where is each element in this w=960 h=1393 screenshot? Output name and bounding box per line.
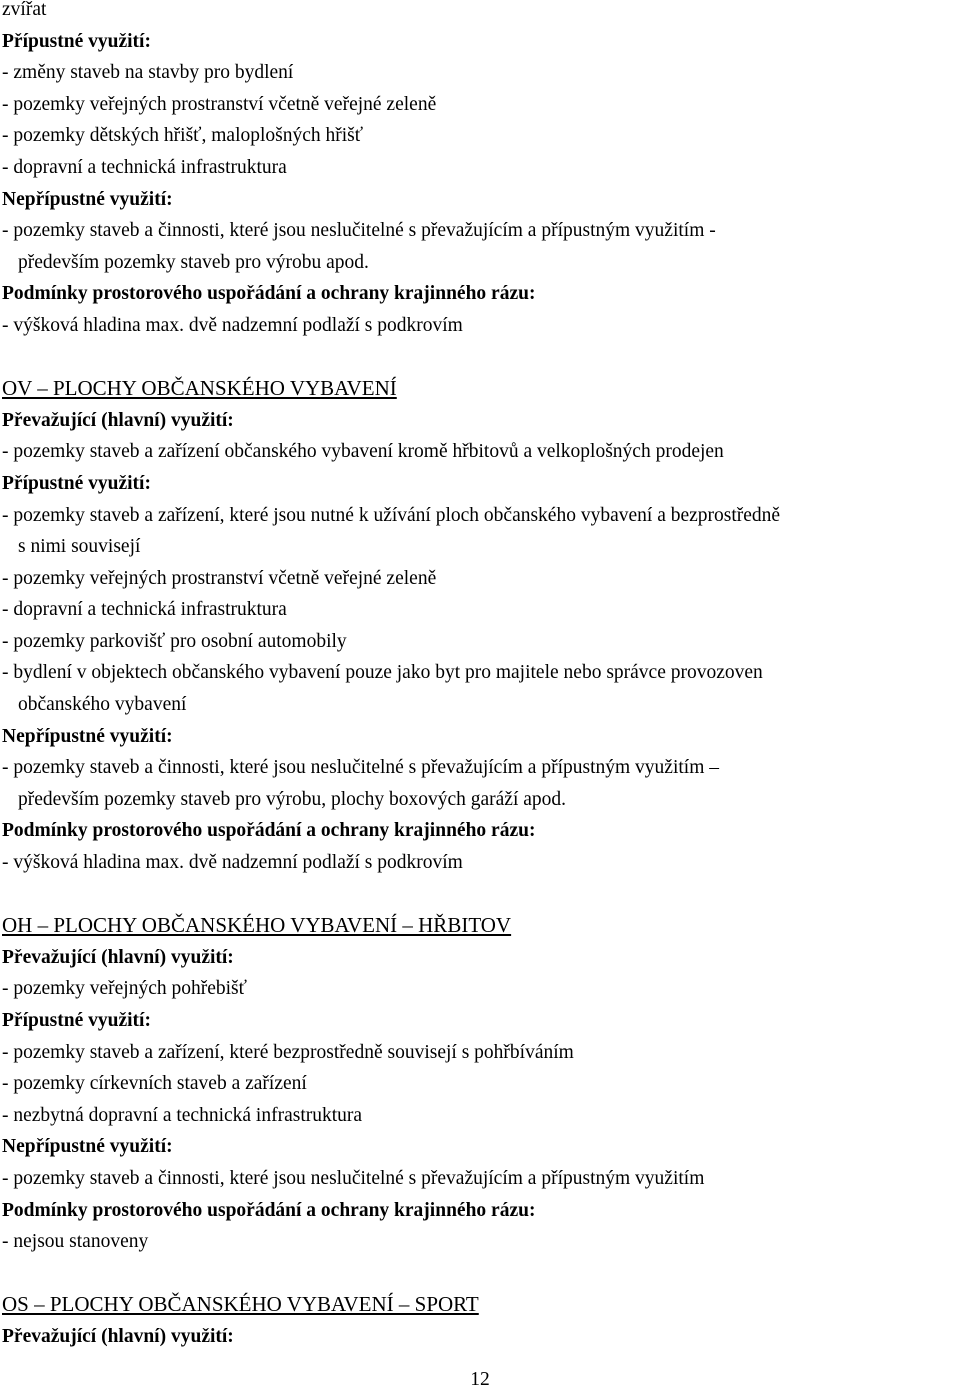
list-item: - výšková hladina max. dvě nadzemní podlaží s podkrovím (2, 852, 463, 874)
list-item: - pozemky veřejných prostranství včetně veřejné zeleně (2, 567, 437, 589)
list-item: - pozemky staveb a činnosti, které jsou neslučitelné s převažujícím a přípustným využitím - (2, 220, 716, 242)
list-item: - pozemky parkovišť pro osobní automobily (2, 630, 347, 652)
list-item: - pozemky staveb a činnosti, které jsou neslučitelné s převažujícím a přípustným využitím (2, 1167, 705, 1189)
section-label: Nepřípustné využití: (2, 725, 173, 747)
section-label: Podmínky prostorového uspořádání a ochrany krajinného rázu: (2, 283, 536, 305)
section-heading: OS – PLOCHY OBČANSKÉHO VYBAVENÍ – SPORT (2, 1292, 479, 1317)
list-item: - dopravní a technická infrastruktura (2, 599, 287, 621)
list-item: - pozemky staveb a činnosti, které jsou neslučitelné s převažujícím a přípustným využitím – (2, 757, 719, 779)
section-label: Převažující (hlavní) využití: (2, 946, 234, 968)
page-number: 12 (470, 1369, 490, 1390)
list-item: - pozemky dětských hřišť, maloplošných hřišť (2, 125, 364, 147)
section-label: Nepřípustné využití: (2, 188, 173, 210)
list-item: - pozemky staveb a zařízení občanského vybavení kromě hřbitovů a velkoplošných prodejen (2, 441, 724, 463)
blank-line (2, 342, 958, 374)
blank-line (2, 879, 958, 911)
section-label: Podmínky prostorového uspořádání a ochrany krajinného rázu: (2, 820, 536, 842)
list-item: - pozemky veřejných prostranství včetně veřejné zeleně (2, 93, 437, 115)
section-label: Přípustné využití: (2, 472, 151, 494)
list-item: - pozemky církevních staveb a zařízení (2, 1073, 307, 1095)
list-item-continuation: občanského vybavení (18, 694, 187, 716)
list-item: - pozemky staveb a zařízení, které bezprostředně souvisejí s pohřbíváním (2, 1041, 574, 1063)
document-page (2, 0, 958, 1353)
list-item: - nejsou stanoveny (2, 1231, 149, 1253)
section-label: Podmínky prostorového uspořádání a ochrany krajinného rázu: (2, 1199, 536, 1221)
section-label: Nepřípustné využití: (2, 1136, 173, 1158)
list-item: - pozemky veřejných pohřebišť (2, 978, 247, 1000)
section-label: Převažující (hlavní) využití: (2, 409, 234, 431)
list-item-continuation: především pozemky staveb pro výrobu, plochy boxových garáží apod. (18, 788, 567, 810)
section-heading: OV – PLOCHY OBČANSKÉHO VYBAVENÍ (2, 376, 397, 401)
list-item: zvířat (2, 0, 47, 20)
list-item: - výšková hladina max. dvě nadzemní podlaží s podkrovím (2, 314, 463, 336)
list-item: - bydlení v objektech občanského vybavení pouze jako byt pro majitele nebo správce provozoven (2, 662, 763, 684)
list-item-continuation: především pozemky staveb pro výrobu apod. (18, 251, 369, 273)
list-item: - změny staveb na stavby pro bydlení (2, 62, 294, 84)
section-label: Přípustné využití: (2, 30, 151, 52)
section-label: Přípustné využití: (2, 1010, 151, 1031)
list-item: - nezbytná dopravní a technická infrastruktura (2, 1104, 363, 1126)
list-item: - pozemky staveb a zařízení, které jsou nutné k užívání ploch občanského vybavení a bezprostředně (2, 504, 781, 526)
list-item: - dopravní a technická infrastruktura (2, 156, 287, 178)
section-label: Převažující (hlavní) využití: (2, 1325, 234, 1347)
list-item-continuation: s nimi souvisejí (18, 536, 141, 558)
blank-line (2, 1258, 958, 1290)
section-heading: OH – PLOCHY OBČANSKÉHO VYBAVENÍ – HŘBITOV (2, 913, 512, 938)
